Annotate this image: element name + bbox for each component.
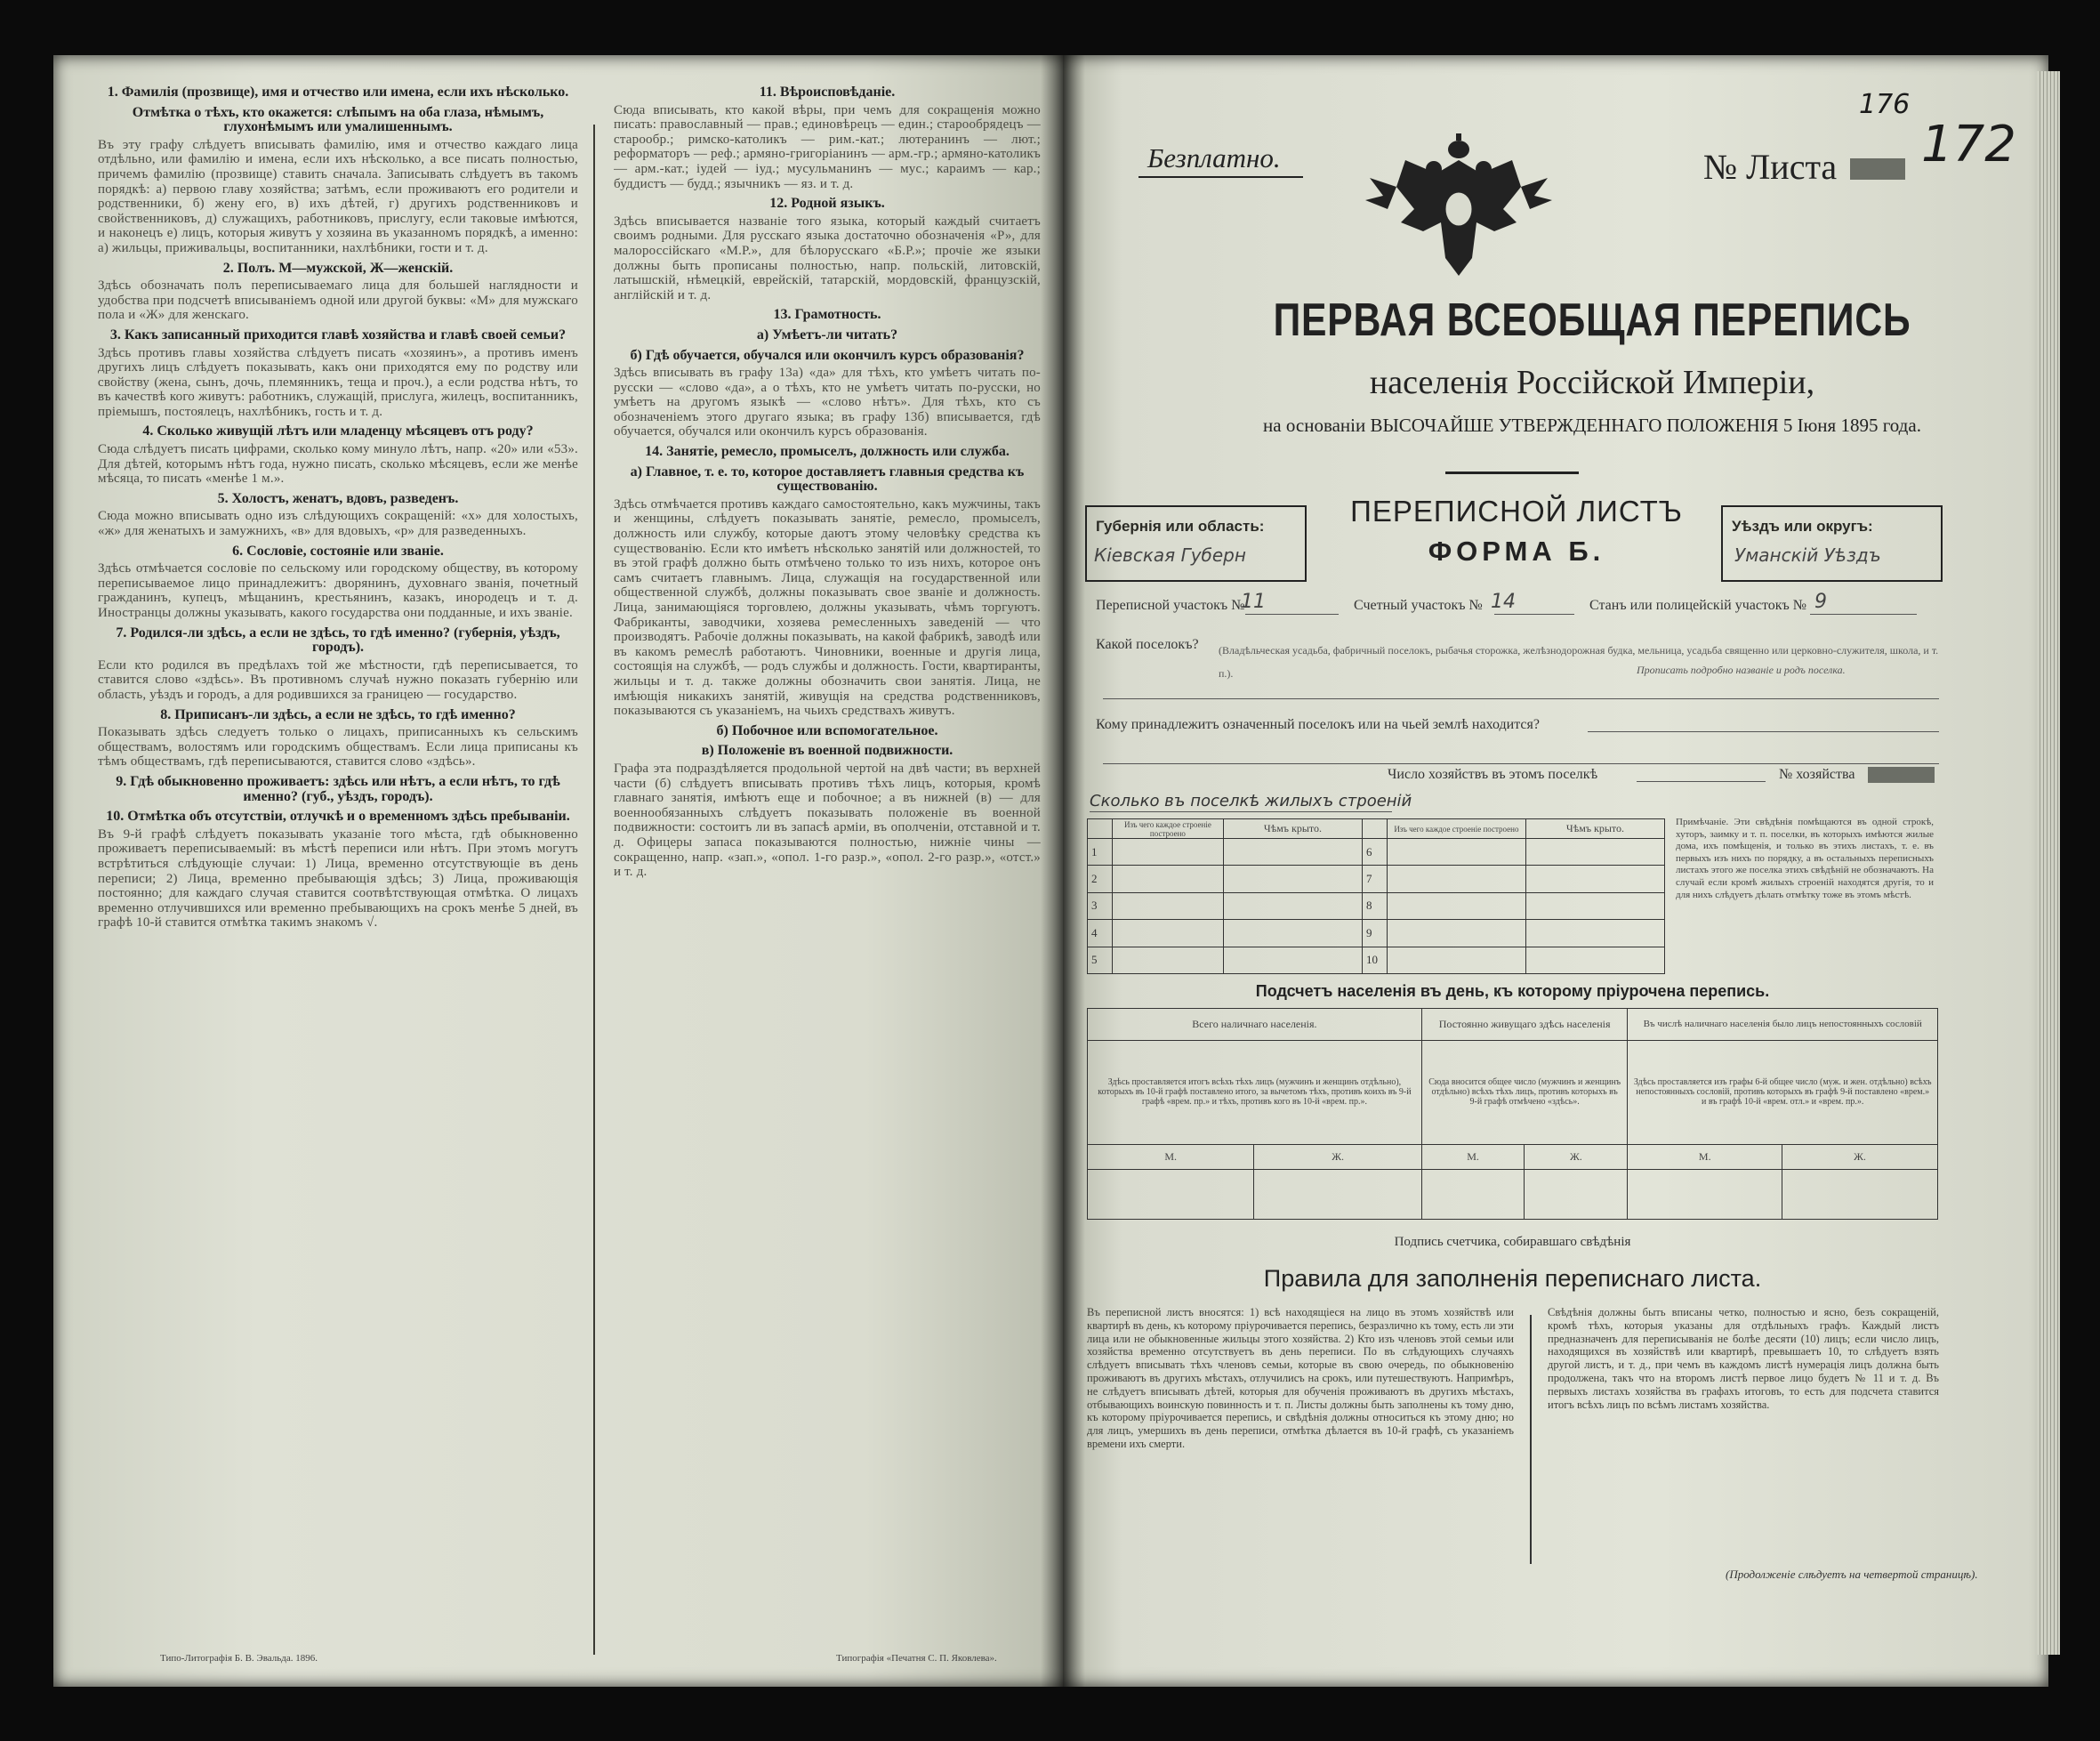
section-3-title: 3. Какъ записанный приходится главѣ хозяйства и главѣ своей семьи? <box>109 326 567 343</box>
uezd-label: Уѣздъ или округъ: <box>1732 518 1873 535</box>
printer-footer-left: Типо-Литографія Б. В. Эвальда. 1896. <box>160 1653 318 1664</box>
form-label: ФОРМА Б. <box>1428 536 1605 567</box>
buildings-caption: Сколько въ поселкѣ жилыхъ строеній <box>1090 792 1412 810</box>
province-value[interactable]: Кіевская Губерн <box>1094 544 1246 566</box>
population-count-table <box>1087 1008 1938 1220</box>
rules-title: Правила для заполненія переписнаго листа. <box>1263 1265 1762 1292</box>
column-divider <box>593 125 595 1655</box>
section-13-body: Здѣсь вписывать въ графу 13а) «да» для тѣхъ, кто умѣетъ читать по-русски — «слово «да», а о тѣхъ, кто не умѣетъ читать по-русски, но умѣетъ на другомъ языкѣ — «слово нѣтъ». Для тѣхъ, кто съ обозначеніемъ этого другаго языка; въ графу 13б) вписывается, гдѣ обучается, обучался или окончилъ курсъ образованія. <box>614 366 1041 439</box>
free-label: Безплатно. <box>1147 142 1281 173</box>
row-num: 1 <box>1088 839 1113 866</box>
row-num: 2 <box>1088 866 1113 892</box>
section-13a: а) Умѣетъ-ли читать? <box>756 326 898 343</box>
buildings-note: Примѣчаніе. Эти свѣдѣнія помѣщаются въ одной строкѣ, хуторъ, заимку и т. п. поселки, въ которыхъ имѣются жилые дома, ихъ помѣщенія, и только въ этихъ листахъ, т. е. въ первыхъ изъ нихъ по порядку, а въ остальныхъ переписныхъ листахъ этого же поселка этихъ свѣдѣній не обозначаютъ. На случай если кромѣ жилыхъ строеній находятся другія, то и для нихъ слѣдуетъ дѣлать отмѣтку тоже въ этомъ мѣстѣ. <box>1676 817 1934 900</box>
section-10-title: 10. Отмѣтка объ отсутствіи, отлучкѣ и о временномъ здѣсь пребываніи. <box>106 809 570 825</box>
owner-line-2[interactable] <box>1103 763 1939 764</box>
stan-value[interactable]: 9 <box>1814 591 1827 613</box>
household-no-label: № хозяйства <box>1779 767 1855 782</box>
count-cell[interactable] <box>1088 1169 1254 1219</box>
section-9-title: 9. Гдѣ обыкновенно проживаетъ: здѣсь или нѣтъ, а если нѣтъ, то гдѣ именно? (губ., уѣздъ, городъ). <box>116 773 560 804</box>
population-count-title: Подсчетъ населенія въ день, къ которому пріурочена перепись. <box>1255 982 1770 1000</box>
section-14-body-2: Графа эта подраздѣляется продольной чертой на двѣ части; въ верхней части (б) слѣдуетъ вписывать противъ тѣхъ лицъ, которыя, кромѣ главнаго занятія, имѣютъ еще и побочное; а въ нижней (в) — для военнообязанныхъ слѣдуетъ показывать положеніе въ военной подвижности: состоитъ ли въ запасѣ арміи, въ ополченіи, отставной и т. д. Офицеры запаса показываются полностью, нижніе чины — сокращенно, напр. «зап.», «опол. 1-го разр.», «опол. 2-го разр.», «отст.» и т. д. <box>614 761 1041 880</box>
census-district-value[interactable]: 11 <box>1241 591 1266 613</box>
section-8-title: 8. Приписанъ-ли здѣсь, а если не здѣсь, то гдѣ именно? <box>160 706 516 722</box>
row-num: 7 <box>1362 866 1387 892</box>
census-district-label: Переписной участокъ № <box>1096 598 1245 613</box>
sheet-number-label: № Листа <box>1703 147 1838 187</box>
settlement-hint: (Владѣльческая усадьба, фабричный поселокъ, рыбачья сторожка, желѣзнодорожная будка, мельница, усадьба священно или церковно-служителя, школа, и т. п.). <box>1219 644 1939 680</box>
uezd-value[interactable]: Уманскій Уѣздъ <box>1734 544 1881 566</box>
section-5-title: 5. Холостъ, женатъ, вдовъ, разведенъ. <box>217 490 459 506</box>
count-note-total: Здѣсь проставляется итогъ всѣхъ тѣхъ лицъ (мужчинъ и женщинъ отдѣльно), которыхъ въ 10-й графѣ поставлено итого, за вычетомъ тѣхъ, противъ коихъ въ 9-й графѣ «врем. пр.» и тѣхъ, противъ кого въ 10-й «врем. пр.». <box>1088 1040 1422 1144</box>
section-11-title: 11. Вѣроисповѣданіе. <box>759 85 896 100</box>
section-6-body: Здѣсь отмѣчается сословіе по сельскому или городскому обществу, въ которому переписываемое лицо принадлежитъ: дворянинъ, духовнаго званія, почетный гражданинъ, купецъ, мѣщанинъ, крестьянинъ, казакъ, инородецъ и т. д. Иностранцы должны указывать, какого государства они подданные, и ихъ званіе. <box>98 561 578 620</box>
section-1-title: 1. Фамилія (прозвище), имя и отчество или имена, если ихъ нѣсколько. <box>107 85 569 100</box>
row-num: 9 <box>1362 920 1387 947</box>
enumerator-signature-line: Подпись счетчика, собиравшаго свѣдѣнія <box>1394 1235 1631 1249</box>
section-4-body: Сюда слѣдуетъ писать цифрами, сколько кому минуло лѣтъ, напр. «20» или «53». Для дѣтей, которымъ нѣтъ года, нужно писать, сколько мѣсяцевъ, если же менѣе мѣсяца, то писать «менѣе 1 м.». <box>98 442 578 487</box>
section-6-title: 6. Сословіе, состояніе или званіе. <box>232 543 444 559</box>
census-district-line <box>1245 614 1339 615</box>
count-header-permanent: Постоянно живущаго здѣсь населенія <box>1421 1009 1628 1041</box>
stan-line <box>1810 614 1917 615</box>
section-13b: б) Гдѣ обучается, обучался или окончилъ курсъ образованія? <box>630 347 1025 363</box>
zh-header: Ж. <box>1254 1144 1422 1169</box>
col-what-right: Изъ чего каждое строеніе построено <box>1387 819 1525 839</box>
printer-footer-right: Типографія «Печатня С. П. Яковлева». <box>836 1653 997 1664</box>
section-7-body: Если кто родился въ предѣлахъ той же мѣстности, гдѣ переписывается, то ставится слово «здѣсь». Въ противномъ случаѣ нужно показать губернію или область, уѣздъ и городъ, а для родившихся за границею — государство. <box>98 657 578 702</box>
count-district-value[interactable]: 14 <box>1491 591 1516 613</box>
count-header-nonpermanent: Въ числѣ наличнаго населенія было лицъ непостоянныхъ сословій <box>1628 1009 1938 1041</box>
count-note-permanent: Сюда вносится общее число (мужчинъ и женщинъ отдѣльно) всѣхъ тѣхъ лицъ, противъ которыхъ въ 9-й графѣ отмѣчено «здѣсь». <box>1421 1040 1628 1144</box>
continued-note: (Продолженіе слѣдуетъ на четвертой страницѣ). <box>1726 1568 1978 1581</box>
rules-left-column: Въ переписной листъ вносятся: 1) всѣ находящіеся на лицо въ этомъ хозяйствѣ или квартирѣ въ день, къ которому пріурочивается перепись, безразлично къ тому, есть ли эти лица или не обыкновенные жильцы этого хозяйства. 2) Кто изъ членовъ этой семьи или хозяйства временно отсутствуетъ въ день переписи. По въ слѣдующихъ случаяхъ слѣдуетъ вписывать тѣхъ членовъ семьи, которые въ свою очередь, по обыкновенію проживаютъ въ другихъ мѣстахъ, отлучилисъ на срокъ, или путешествуютъ. Напримѣръ, не слѣдуетъ вписывать дѣтей, которыя для обученія проживаютъ въ другихъ мѣстахъ, отбывающихъ воинскую повинность и т. п. Листы должны быть заполнены къ тому дню, къ которому пріурочивается перепись, и свѣдѣнія должны относиться къ этому дню; но для лицъ, умершихъ въ день переписи, отмѣтка дѣлается въ 10-й графѣ, съ указаніемъ времени ихъ смерти. <box>1087 1306 1514 1450</box>
households-label: Число хозяйствъ въ этомъ поселкѣ <box>1388 767 1598 782</box>
m-header: М. <box>1088 1144 1254 1169</box>
zh-header: Ж. <box>1525 1144 1628 1169</box>
count-district-line <box>1494 614 1574 615</box>
col-roof-left: Чѣмъ крыто. <box>1223 819 1362 839</box>
count-cell[interactable] <box>1525 1169 1628 1219</box>
section-5-body: Сюда можно вписывать одно изъ слѣдующихъ сокращеній: «х» для холостыхъ, «ж» для женатыхъ и замужнихъ, «в» для вдовыхъ, «р» для разведенныхъ. <box>98 509 578 539</box>
decree-line: на основаніи ВЫСОЧАЙШЕ УТВЕРЖДЕННАГО ПОЛОЖЕНІЯ 5 Іюня 1895 года. <box>1263 415 1921 436</box>
section-8-body: Показывать здѣсь следуетъ только о лицахъ, приписанныхъ къ сельскимъ обществамъ, волостямъ или городскимъ обществамъ. Если лица приписаны къ тѣмъ обществамъ, гдѣ переписываются, ставится слово «здѣсь». <box>98 725 578 770</box>
section-11-body: Сюда вписывать, кто какой вѣры, при чемъ для сокращенія можно писать: православный — прав.; единовѣрецъ — един.; старообрядецъ — старообр.; римско-католикъ — рим.-кат.; лютеранинъ — лют.; реформаторъ — реф.; армяно-григоріанинъ — арм.-гр.; армяно-католикъ — арм.-кат.; іудей — іуд.; мусульманинъ — мус.; караимъ — кар.; буддистъ — будд.; язычникъ — яз. и т. д. <box>614 102 1041 191</box>
section-2-title: 2. Полъ. М—мужской, Ж—женскій. <box>222 260 454 276</box>
row-num: 6 <box>1362 839 1387 866</box>
households-line[interactable] <box>1637 781 1766 782</box>
owner-line[interactable] <box>1588 731 1939 732</box>
settlement-hint-2: Прописать подробно названіе и родъ поселка. <box>1637 664 1846 676</box>
count-cell[interactable] <box>1421 1169 1524 1219</box>
section-4-title: 4. Сколько живущій лѣтъ или младенцу мѣсяцевъ отъ роду? <box>142 423 534 439</box>
zh-header: Ж. <box>1782 1144 1938 1169</box>
free-underline <box>1139 176 1303 178</box>
section-1-body: Въ эту графу слѣдуетъ вписывать фамилію, имя и отчество каждаго лица отдѣльно, или фамилію и имена, если ихъ нѣсколько, а все писать полностью, причемъ фамилію (прозвище) ставить сначала. Записывать слѣдуетъ въ такомъ порядкѣ: а) первою главу хозяйства; затѣмъ, если проживаютъ его родители и родственники, б) жену его, в) ихъ дѣтей, г) другихъ родственниковъ и свойственниковъ, д) служащихъ, работниковъ, прислугу, если таковые имѣются, и наконецъ е) лицъ, которыя живутъ у хозяина въ указанномъ порядкѣ, а именно: а) жильцы, приживальцы, воспитанники, нахлѣбники, гости и т. д. <box>98 137 578 255</box>
section-2-body: Здѣсь обозначать полъ переписываемаго лица для большей наглядности и удобства при подсчетѣ вписываніемъ одной или другой буквы: «М» для мужскаго пола и «Ж» для женскаго. <box>98 278 578 323</box>
count-district-label: Счетный участокъ № <box>1354 598 1483 613</box>
province-label: Губернія или область: <box>1096 518 1265 535</box>
sheet-number-stamp <box>1850 158 1905 180</box>
section-7-title: 7. Родился-ли здѣсь, а если не здѣсь, то гдѣ именно? (губернія, уѣздъ, городъ). <box>116 625 560 656</box>
archive-number-ink: 172 <box>1921 116 2016 173</box>
section-14c: в) Положеніе въ военной подвижности. <box>701 743 953 759</box>
uezd-box <box>1721 505 1943 582</box>
province-box <box>1085 505 1307 582</box>
section-12-title: 12. Родной языкъ. <box>769 196 885 212</box>
row-num: 4 <box>1088 920 1113 947</box>
settlement-line[interactable] <box>1103 698 1939 699</box>
instructions-column-1 <box>98 80 578 1610</box>
row-num: 8 <box>1362 892 1387 919</box>
section-13-title: 13. Грамотность. <box>773 307 881 323</box>
row-num: 3 <box>1088 892 1113 919</box>
double-headed-eagle-emblem <box>1334 125 1583 285</box>
count-cell[interactable] <box>1628 1169 1782 1219</box>
count-cell[interactable] <box>1782 1169 1938 1219</box>
title-rule <box>1445 472 1579 474</box>
settlement-label: Какой поселокъ? <box>1096 637 1199 652</box>
subtitle: населенія Россійской Имперіи, <box>1369 364 1815 401</box>
household-no-stamp <box>1868 767 1935 783</box>
owner-label: Кому принадлежитъ означенный поселокъ или на чьей землѣ находится? <box>1096 717 1540 732</box>
section-3-body: Здѣсь противъ главы хозяйства слѣдуетъ писать «хозяинъ», а противъ именъ другихъ лицъ слѣдуетъ показывать, какъ они приходятся ему по родству или свойству (жена, сынъ, дочь, племянникъ, теща и проч.), а если родства нѣтъ, то въ качествѣ кого живутъ: работникъ, служащій, прислуга, жилецъ, воспитанникъ, пріемышъ, постоялецъ, нахлѣбникъ, гость и т. д. <box>98 345 578 419</box>
instructions-column-2 <box>614 80 1041 1575</box>
m-header: М. <box>1628 1144 1782 1169</box>
m-header: М. <box>1421 1144 1524 1169</box>
count-note-nonpermanent: Здѣсь проставляется изъ графы 6-й общее число (муж. и жен. отдѣльно) всѣхъ непостоянныхъ сословій, противъ которыхъ въ графѣ 9-й поставлено «врем.» и въ графѣ 10-й «врем. отл.» и «врем. пр.». <box>1628 1040 1938 1144</box>
section-9-body: Въ 9-й графѣ слѣдуетъ показывать указаніе того мѣста, гдѣ обыкновенно проживаетъ переписываемый: въ мѣстѣ переписи или нѣтъ. При этомъ могутъ встрѣтиться слѣдующіе случаи: 1) Лица, временно отсутствующіе въ день переписи; 2) Лица, временно пребывающія здѣсь; 3) Лица, проживающія постоянно; для каждаго случая ставится соотвѣтствующая отмѣтка. О лицахъ временно отлучившихся или временно пребывающихъ на срокъ менѣе 5 дней, въ графѣ 10-й ставится отмѣтка такимъ знакомъ √. <box>98 826 578 931</box>
rules-divider <box>1530 1315 1532 1564</box>
col-roof-right: Чѣмъ крыто. <box>1525 819 1664 839</box>
count-header-total: Всего наличнаго населенія. <box>1088 1009 1422 1041</box>
col-what-left: Изъ чего каждое строеніе построено <box>1112 819 1223 839</box>
count-cell[interactable] <box>1254 1169 1422 1219</box>
main-title: ПЕРВАЯ ВСЕОБЩАЯ ПЕРЕПИСЬ <box>1273 294 1911 346</box>
section-14a: а) Главное, т. е. то, которое доставляетъ главныя средства къ существованію. <box>630 463 1025 495</box>
book-gutter <box>1041 55 1085 1687</box>
section-12-body: Здѣсь вписывается названіе того языка, который каждый считаетъ своимъ родными. Для русскаго языка достаточно обозначенія «Р», для малороссійскаго «М.Р.», для бѣлорусскаго «Б.Р.»; прочіе же языки должны быть прописаны полностью, напр. польскій, литовскій, латышскій, нѣмецкій, еврейскій, татарскій, мордовскій, французскій, англійскій и т. д. <box>614 214 1041 302</box>
buildings-caption-underline <box>1090 811 1392 812</box>
section-1-note: Отмѣтка о тѣхъ, кто окажется: слѣпымъ на оба глаза, нѣмымъ, глухонѣмымъ или умалишеннымъ. <box>132 104 544 135</box>
rules-right-column: Свѣдѣнія должны быть вписаны четко, полностью и ясно, безъ сокращеній, кромѣ тѣхъ, которыя указаны для отдѣльныхъ графъ. Каждый листъ предназначенъ для переписыванія не болѣе десяти (10) лицъ; если число лицъ, находящихся въ хозяйствѣ или квартирѣ, превышаетъ 10, то слѣдуетъ взять другой листъ, и т. д., при чемъ въ каждомъ листѣ нумерація лицъ должна быть продолжена, такъ что на второмъ листѣ первое лицо будетъ № 11 и т. д. Въ первыхъ листахъ хозяйства въ графахъ итоговъ, то есть для подсчета ставится итогъ всѣхъ лицъ по всѣмъ листамъ хозяйства. <box>1548 1306 1939 1411</box>
archive-number-pencil: 176 <box>1859 89 1911 120</box>
buildings-table <box>1087 818 1665 974</box>
section-14-title: 14. Занятіе, ремесло, промыселъ, должность или служба. <box>645 444 1010 460</box>
section-14-body: Здѣсь отмѣчается противъ каждаго самостоятельно, какъ мужчины, такъ и женщины, слѣдуетъ показывать занятіе, ремесло, промыселъ, должность или службу, которые даютъ этому человѣку средства къ существованію. Если кто имѣетъ нѣсколько занятій или должностей, то въ этой графѣ должно быть отмѣчено только то изъ нихъ, которое онъ самъ считаетъ главнымъ. Лица, служащія на государственной или общественной службѣ, должны показывать свое званіе и должность. Лица, занимающіяся торговлею, должны указывать, чѣмъ торгуютъ. Фабриканты, заводчики, хозяева ремесленныхъ заведеній — что производятъ. Рабочіе должны показывать, на какой фабрикѣ, заводѣ или въ какомъ ремеслѣ работаютъ. Чиновники, военные и другія лица, состоящія на службѣ, — родъ службы и должность. Гости, квартиранты, жильцы и т. д. также должны обозначить свои занятія. Лица, не имѣющія никакихъ занятій, живущія на средства родственниковъ, показываются съ указаніемъ, на чьихъ средствахъ живутъ. <box>614 496 1041 719</box>
sheet-type-title: ПЕРЕПИСНОЙ ЛИСТЪ <box>1350 495 1683 528</box>
row-num: 5 <box>1088 947 1113 973</box>
stan-label: Станъ или полицейскій участокъ № <box>1589 598 1807 613</box>
section-14b: б) Побочное или вспомогательное. <box>716 722 938 738</box>
row-num: 10 <box>1362 947 1387 973</box>
